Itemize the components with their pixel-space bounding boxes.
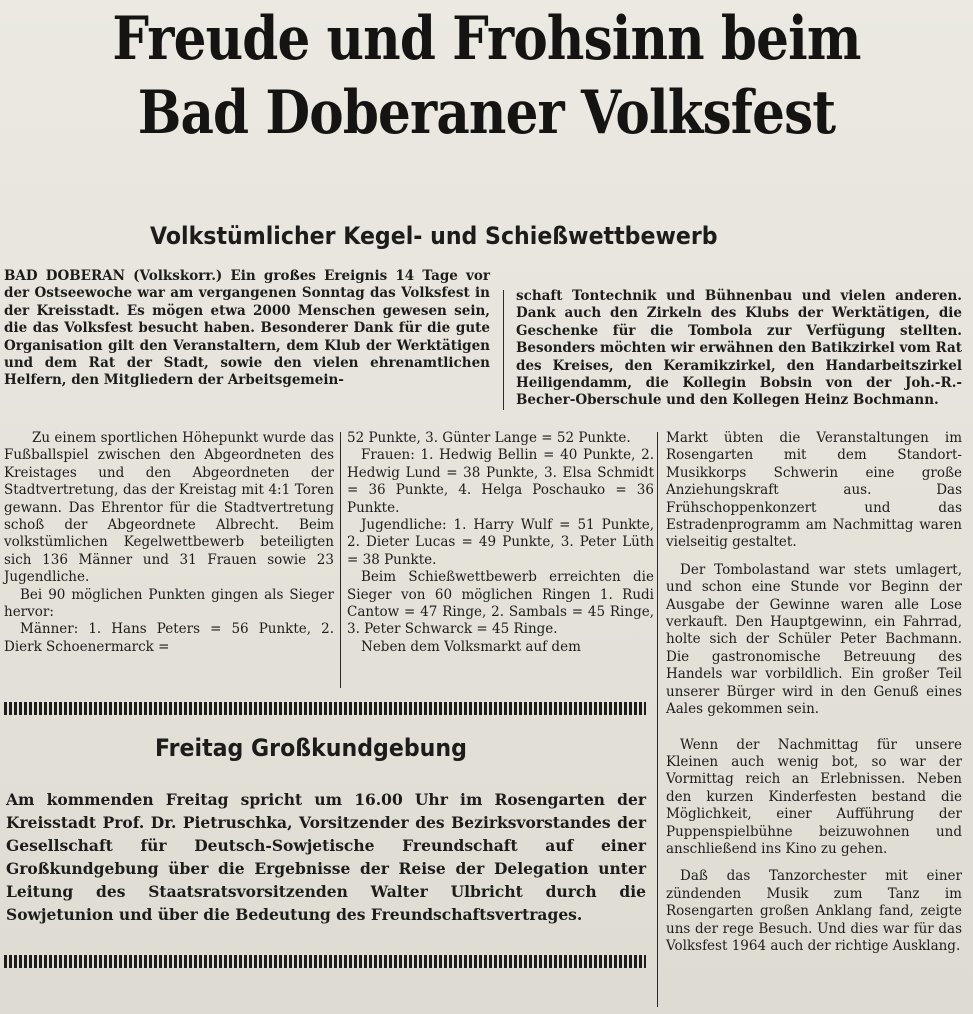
body-col3-paragraph-4: Daß das Tanzorchester mit einer zündenden Musik zum Tanz im Rosengarten großen Anklang fand, zeigte uns der rege Besuch. Und dies war für das Volksfest 1964 auch der richtige Ausklang. bbox=[666, 868, 962, 954]
box-top-rule bbox=[4, 702, 646, 715]
lead-right-column: schaft Tontechnik und Bühnenbau und vielen anderen. Dank auch den Zirkeln des Klubs der Werktätigen, die Geschenke für die Tombola zur Verfügung stellten. Besonders möchten wir erwähnen den Batikzirkel vom Rat des Kreises, den Keramikzirkel, den Handarbeitszirkel Heiligendamm, die Kollegin Bobsin von der Joh.-R.-Becher-Oberschule und den Kollegen Heinz Bochmann. bbox=[516, 288, 962, 409]
body-col1-paragraph-1: Zu einem sportlichen Höhepunkt wurde das Fußballspiel zwischen den Abgeordneten des Kreistages und den Abgeordneten der Stadtvertretung, das der Kreistag mit 4:1 Toren gewann. Das Ehrentor für die Stadtvertretung schoß der Abgeordnete Albrecht. Beim volkstümlichen Kegelwettbewerb beteiligten sich 136 Männer und 31 Frauen sowie 23 Jugendliche. bbox=[4, 430, 334, 586]
body-column-3 bbox=[666, 430, 962, 955]
body-col3-paragraph-2: Der Tombolastand war stets umlagert, und schon eine Stunde vor Beginn der Ausgabe der Gewinne waren alle Lose verkauft. Den Hauptgewinn, ein Fahrrad, holte sich der Schüler Peter Bachmann. Die gastronomische Betreuung des Handels war vorbildlich. Ein großer Teil unserer Bürger wird in den Genuß eines Aales gekommen sein. bbox=[666, 561, 962, 718]
body-col2-paragraph-1: 52 Punkte, 3. Günter Lange = 52 Punkte. bbox=[347, 430, 631, 446]
body-col1-paragraph-3: Männer: 1. Hans Peters = 56 Punkte, 2. Dierk Schoenermarck = bbox=[4, 621, 334, 655]
lead-column-rule bbox=[503, 290, 504, 410]
body-col3-paragraph-1: Markt übten die Veranstaltungen im Rosengarten mit dem Standort-Musikkorps Schwerin eine große Anziehungskraft aus. Das Frühschoppenkonzert und das Estradenprogramm am Nachmittag waren vielseitig gestaltet. bbox=[666, 430, 962, 551]
headline bbox=[68, 2, 905, 150]
headline-line-2: Bad Doberaner Volksfest bbox=[137, 78, 836, 148]
body-column-rule-1 bbox=[340, 432, 341, 688]
body-column-2 bbox=[347, 430, 654, 656]
body-col2-paragraph-3: Jugendliche: 1. Harry Wulf = 51 Punkte, 2. Dieter Lucas = 49 Punkte, 3. Peter Lüth = 38 Punkte. bbox=[347, 517, 654, 568]
box-bottom-rule bbox=[4, 955, 646, 968]
subheadline: Volkstümlicher Kegel- und Schießwettbewerb bbox=[150, 222, 718, 250]
box-title: Freitag Großkundgebung bbox=[155, 734, 467, 762]
box-text: Am kommenden Freitag spricht um 16.00 Uhr im Rosengarten der Kreisstadt Prof. Dr. Pietruschka, Vorsitzender des Bezirksvorstandes der Gesellschaft für Deutsch-Sowjetische Freundschaft auf einer Großkundgebung über die Ergebnisse der Reise der Delegation unter Leitung des Staatsratsvorsitzenden Walter Ulbricht durch die Sowjetunion und über die Bedeutung des Freundschaftsvertrages. bbox=[6, 790, 646, 924]
body-column-rule-2 bbox=[657, 432, 658, 1007]
body-col1-paragraph-2: Bei 90 möglichen Punkten gingen als Sieger hervor: bbox=[4, 586, 334, 621]
body-col3-paragraph-3: Wenn der Nachmittag für unsere Kleinen auch wenig bot, so war der Vormittag reich an Erlebnissen. Neben den kurzen Kinderfesten bestand die Möglichkeit, einer Aufführung der Puppenspielbühne beizuwohnen und anschließend ins Kino zu gehen. bbox=[666, 736, 962, 857]
lead-left-column: BAD DOBERAN (Volkskorr.) Ein großes Ereignis 14 Tage vor der Ostseewoche war am vergangenen Sonntag das Volksfest in der Kreisstadt. Es mögen etwa 2000 Menschen gewesen sein, die das Volksfest besucht haben. Besonderer Dank für die gute Organisation gilt den Veranstaltern, dem Klub der Werktätigen und dem Rat der Stadt, sowie den vielen ehrenamtlichen Helfern, den Mitgliedern der Arbeitsgemein- bbox=[4, 268, 490, 389]
body-column-1 bbox=[4, 430, 334, 656]
body-col2-paragraph-5: Neben dem Volksmarkt auf dem bbox=[361, 638, 581, 655]
body-col2-paragraph-2: Frauen: 1. Hedwig Bellin = 40 Punkte, 2. Hedwig Lund = 38 Punkte, 3. Elsa Schmidt = 36 Punkte, 4. Helga Poschauko = 36 Punkte. bbox=[347, 447, 654, 516]
body-col2-paragraph-4: Beim Schießwettbewerb erreichten die Sieger von 60 möglichen Ringen 1. Rudi Cantow = 47 Ringe, 2. Sambals = 45 Ringe, 3. Peter Schwarck = 45 Ringe. bbox=[347, 569, 654, 638]
headline-line-1: Freude und Frohsinn beim bbox=[112, 4, 861, 74]
